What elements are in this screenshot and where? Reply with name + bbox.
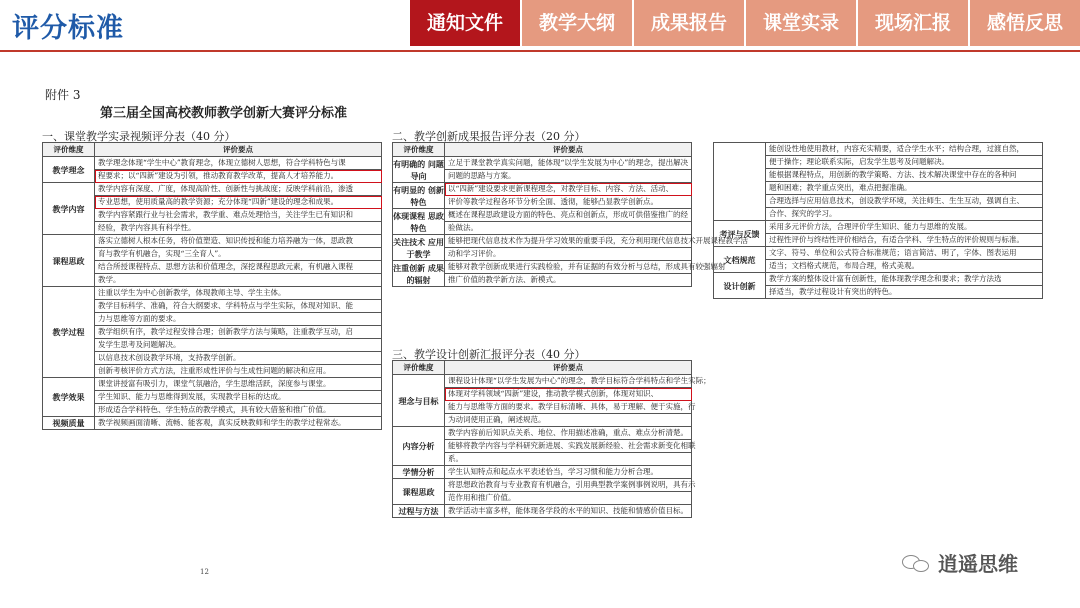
table-row [714,143,1043,156]
table-row [393,479,692,492]
wechat-icon [902,551,932,575]
criteria-cell: 立足于课堂教学真实问题，能体现“以学生发展为中心”的理念，提出解决 [445,157,692,170]
criteria-cell: 能创设性地使用教材，内容充实精要，适合学生水平；结构合理，过渡自然， [766,143,1043,156]
criteria-cell: 范作用和推广价值。 [445,492,692,505]
criteria-cell: 程要求；以“四新”建设为引领，推动教育教学改革，提高人才培养能力。 [95,170,382,183]
criteria-cell: 注重以学生为中心创新教学，体现教师主导、学生主体。 [95,287,382,300]
table-row [393,183,692,196]
criteria-cell: 能够将教学内容与学科研究新进展、实践发展新经验、社会需求新变化相联 [445,440,692,453]
video-score-table [42,142,382,430]
criteria-cell: 发学生思考及问题解决。 [95,339,382,352]
criteria-cell: 教学内容有深度、广度，体现高阶性、创新性与挑战度；反映学科前沿，渗透 [95,183,382,196]
table-row [43,287,382,300]
dimension-cell: 教学理念 [43,157,95,183]
dimension-cell: 文档规范 [714,247,766,273]
nav-tabs [408,0,1080,46]
criteria-cell: 体现对学科领域“四新”建设，推动教学模式创新，体现对知识、 [445,388,692,401]
criteria-cell: 文字、符号、单位和公式符合标准规范；语言简洁、明了，字体、图表运用 [766,247,1043,260]
table-header: 评价维度 [43,143,95,157]
dimension-cell: 注重创新 成果的辐射 [393,262,444,285]
criteria-cell: 动和学习评价。 [445,248,692,261]
criteria-cell: 教学视频画面清晰、流畅、能客观，真实反映教师和学生的教学过程常态。 [95,417,382,430]
table-row [393,157,692,170]
criteria-cell: 教学。 [95,274,382,287]
table-row [393,235,692,248]
dimension-cell [714,143,766,221]
dimension-cell: 学情分析 [393,466,445,479]
table-row [714,247,1043,260]
criteria-cell: 择适当，教学过程设计有突出的特色。 [766,286,1043,299]
section2-title: 二、教学创新成果报告评分表（20 分） [392,130,586,143]
page-number: 12 [200,568,209,576]
tab-notice[interactable]: 通知文件 [408,0,520,46]
design-score-table [392,360,711,518]
dimension-cell: 教学效果 [43,378,95,417]
dimension-cell: 视频质量 [43,417,95,430]
section3-title: 三、教学设计创新汇报评分表（40 分） [392,348,586,361]
criteria-cell: 概述在课程思政建设方面的特色、亮点和创新点，形成可供借鉴推广的经 [445,209,692,222]
page-title: 评分标准 [12,13,124,44]
header [0,0,1080,52]
dimension-cell: 课程思政 [393,479,445,505]
criteria-cell: 教学理念体现“学生中心”教育理念，体现立德树人思想，符合学科特色与课 [95,157,382,170]
criteria-cell: 学生认知特点和起点水平表述恰当，学习习惯和能力分析合理。 [445,466,692,479]
criteria-cell: 系。 [445,453,692,466]
dimension-cell: 有明显的 创新特色 [393,184,444,207]
criteria-cell: 能根据课程特点，用创新的教学策略、方法、技术解决课堂中存在的各种问 [766,169,1043,182]
tab-syllabus[interactable]: 教学大纲 [520,0,632,46]
table-row [393,375,692,388]
dimension-cell: 课程思政 [43,235,95,287]
criteria-cell: 能够对教学创新成果进行实践检验，并有证据的有效分析与总结，形成具有较强辐射 [445,261,692,274]
tab-reflection[interactable]: 感悟反思 [968,0,1080,46]
tab-classroom-record[interactable]: 课堂实录 [744,0,856,46]
criteria-cell: 采用多元评价方法，合理评价学生知识、能力与思维的发展。 [766,221,1043,234]
criteria-cell: 以“四新”建设要求更新课程理念，对教学目标、内容、方法、活动、 [445,183,692,196]
dimension-cell: 过程与方法 [393,505,445,518]
criteria-cell: 能力与思维等方面的要求。教学目标清晰、具体，易于理解、便于实施，行 [445,401,692,414]
criteria-cell: 力与思维等方面的要求。 [95,313,382,326]
criteria-cell: 评价等教学过程各环节分析全面、透彻，能够凸显教学创新点。 [445,196,692,209]
criteria-cell: 结合所授课程特点、思想方法和价值理念，深挖课程思政元素，有机融入课程 [95,261,382,274]
table-row [43,378,382,391]
dimension-cell: 教学过程 [43,287,95,378]
criteria-cell: 形成适合学科特色、学生特点的教学模式，具有较大借鉴和推广价值。 [95,404,382,417]
document-scan [20,62,1060,582]
criteria-cell: 教学内容前后知识点关系、地位、作用描述准确，重点、难点分析清楚。 [445,427,692,440]
dimension-cell: 设计创新 [714,273,766,299]
dimension-cell: 有明确的 问题导向 [393,158,444,181]
dimension-cell: 内容分析 [393,427,445,466]
criteria-cell: 教学活动丰富多样，能体现各学段的水平的知识、技能和情感价值目标。 [445,505,692,518]
criteria-cell: 合作、探究的学习。 [766,208,1043,221]
table-header: 评价维度 [393,361,445,375]
section1-title: 一、课堂教学实录视频评分表（40 分） [42,130,236,143]
table-row [393,427,692,440]
table-row [43,183,382,196]
table-row [393,466,692,479]
table-header: 评价要点 [445,361,692,375]
criteria-cell: 以信息技术创设教学环境，支持教学创新。 [95,352,382,365]
criteria-cell: 创新考核评价方式方法，注重形成性评价与生成性问题的解决和应用。 [95,365,382,378]
criteria-cell: 课程设计体现“以学生发展为中心”的理念，教学目标符合学科特点和学生实际； [445,375,692,388]
table-row [393,209,692,222]
criteria-cell: 将思想政治教育与专业教育有机融合，引用典型教学案例事例说明，具有示 [445,479,692,492]
table-row [714,221,1043,234]
criteria-cell: 适当；文档格式规范，布局合理，格式美观。 [766,260,1043,273]
criteria-cell: 教学组织有序，教学过程安排合理；创新教学方法与策略，注重教学互动，启 [95,326,382,339]
watermark [902,548,1018,577]
criteria-cell: 课堂讲授富有吸引力，课堂气氛融洽，学生思维活跃，深度参与课堂。 [95,378,382,391]
tab-report[interactable]: 成果报告 [632,0,744,46]
table-row [393,261,692,274]
table-row [43,235,382,248]
dimension-cell: 理念与目标 [393,375,445,427]
criteria-cell: 教学内容紧跟行业与社会需求，教学重、难点处理恰当，关注学生已有知识和 [95,209,382,222]
criteria-cell: 问题的思路与方案。 [445,170,692,183]
dimension-cell: 教学内容 [43,183,95,235]
criteria-cell: 便于操作；理论联系实际，启发学生思考及问题解决。 [766,156,1043,169]
criteria-cell: 学生知识、能力与思维得到发展，实现教学目标的达成。 [95,391,382,404]
dimension-cell: 体现课程 思政特色 [393,210,444,233]
criteria-cell: 教学目标科学、准确，符合大纲要求、学科特点与学生实际，体现对知识、能 [95,300,382,313]
criteria-cell: 育与教学有机融合，实现“三全育人”。 [95,248,382,261]
criteria-cell: 过程性评价与终结性评价相结合，有适合学科、学生特点的评价规则与标准。 [766,234,1043,247]
criteria-cell: 落实立德树人根本任务，将价值塑造、知识传授和能力培养融为一体，思政教 [95,235,382,248]
design-score-table-continued [713,142,1043,299]
criteria-cell: 能够把现代信息技术作为提升学习效果的重要手段，充分利用现代信息技术开展课程教学活 [445,235,692,248]
dimension-cell: 关注技术 应用于教学 [393,236,444,259]
tab-presentation[interactable]: 现场汇报 [856,0,968,46]
watermark-text: 逍遥思维 [938,552,1018,576]
criteria-cell: 推广价值的教学新方法、新模式。 [445,274,692,287]
criteria-cell: 教学方案的整体设计富有创新性，能体现教学理念和要求；教学方法选 [766,273,1043,286]
table-row [714,273,1043,286]
document-title: 第三届全国高校教师教学创新大赛评分标准 [100,106,348,121]
criteria-cell: 经验，教学内容具有科学性。 [95,222,382,235]
criteria-cell: 合理选择与应用信息技术，创设教学环境，关注师生、生生互动，强调自主、 [766,195,1043,208]
annex-label: 附件 3 [45,88,81,102]
table-header: 评价要点 [95,143,382,157]
table-row [43,417,382,430]
table-row [393,505,692,518]
dimension-cell: 考评与反馈 [714,221,766,247]
criteria-cell: 为动词使用正确，阐述规范。 [445,414,692,427]
criteria-cell: 验做法。 [445,222,692,235]
table-header: 评价维度 [393,143,445,157]
table-header: 评价要点 [445,143,692,157]
criteria-cell: 题和困难；教学重点突出，难点把握准确。 [766,182,1043,195]
criteria-cell: 专业思想，使用质量高的教学资源；充分体现“四新”建设的理念和成果。 [95,196,382,209]
table-row [43,157,382,170]
